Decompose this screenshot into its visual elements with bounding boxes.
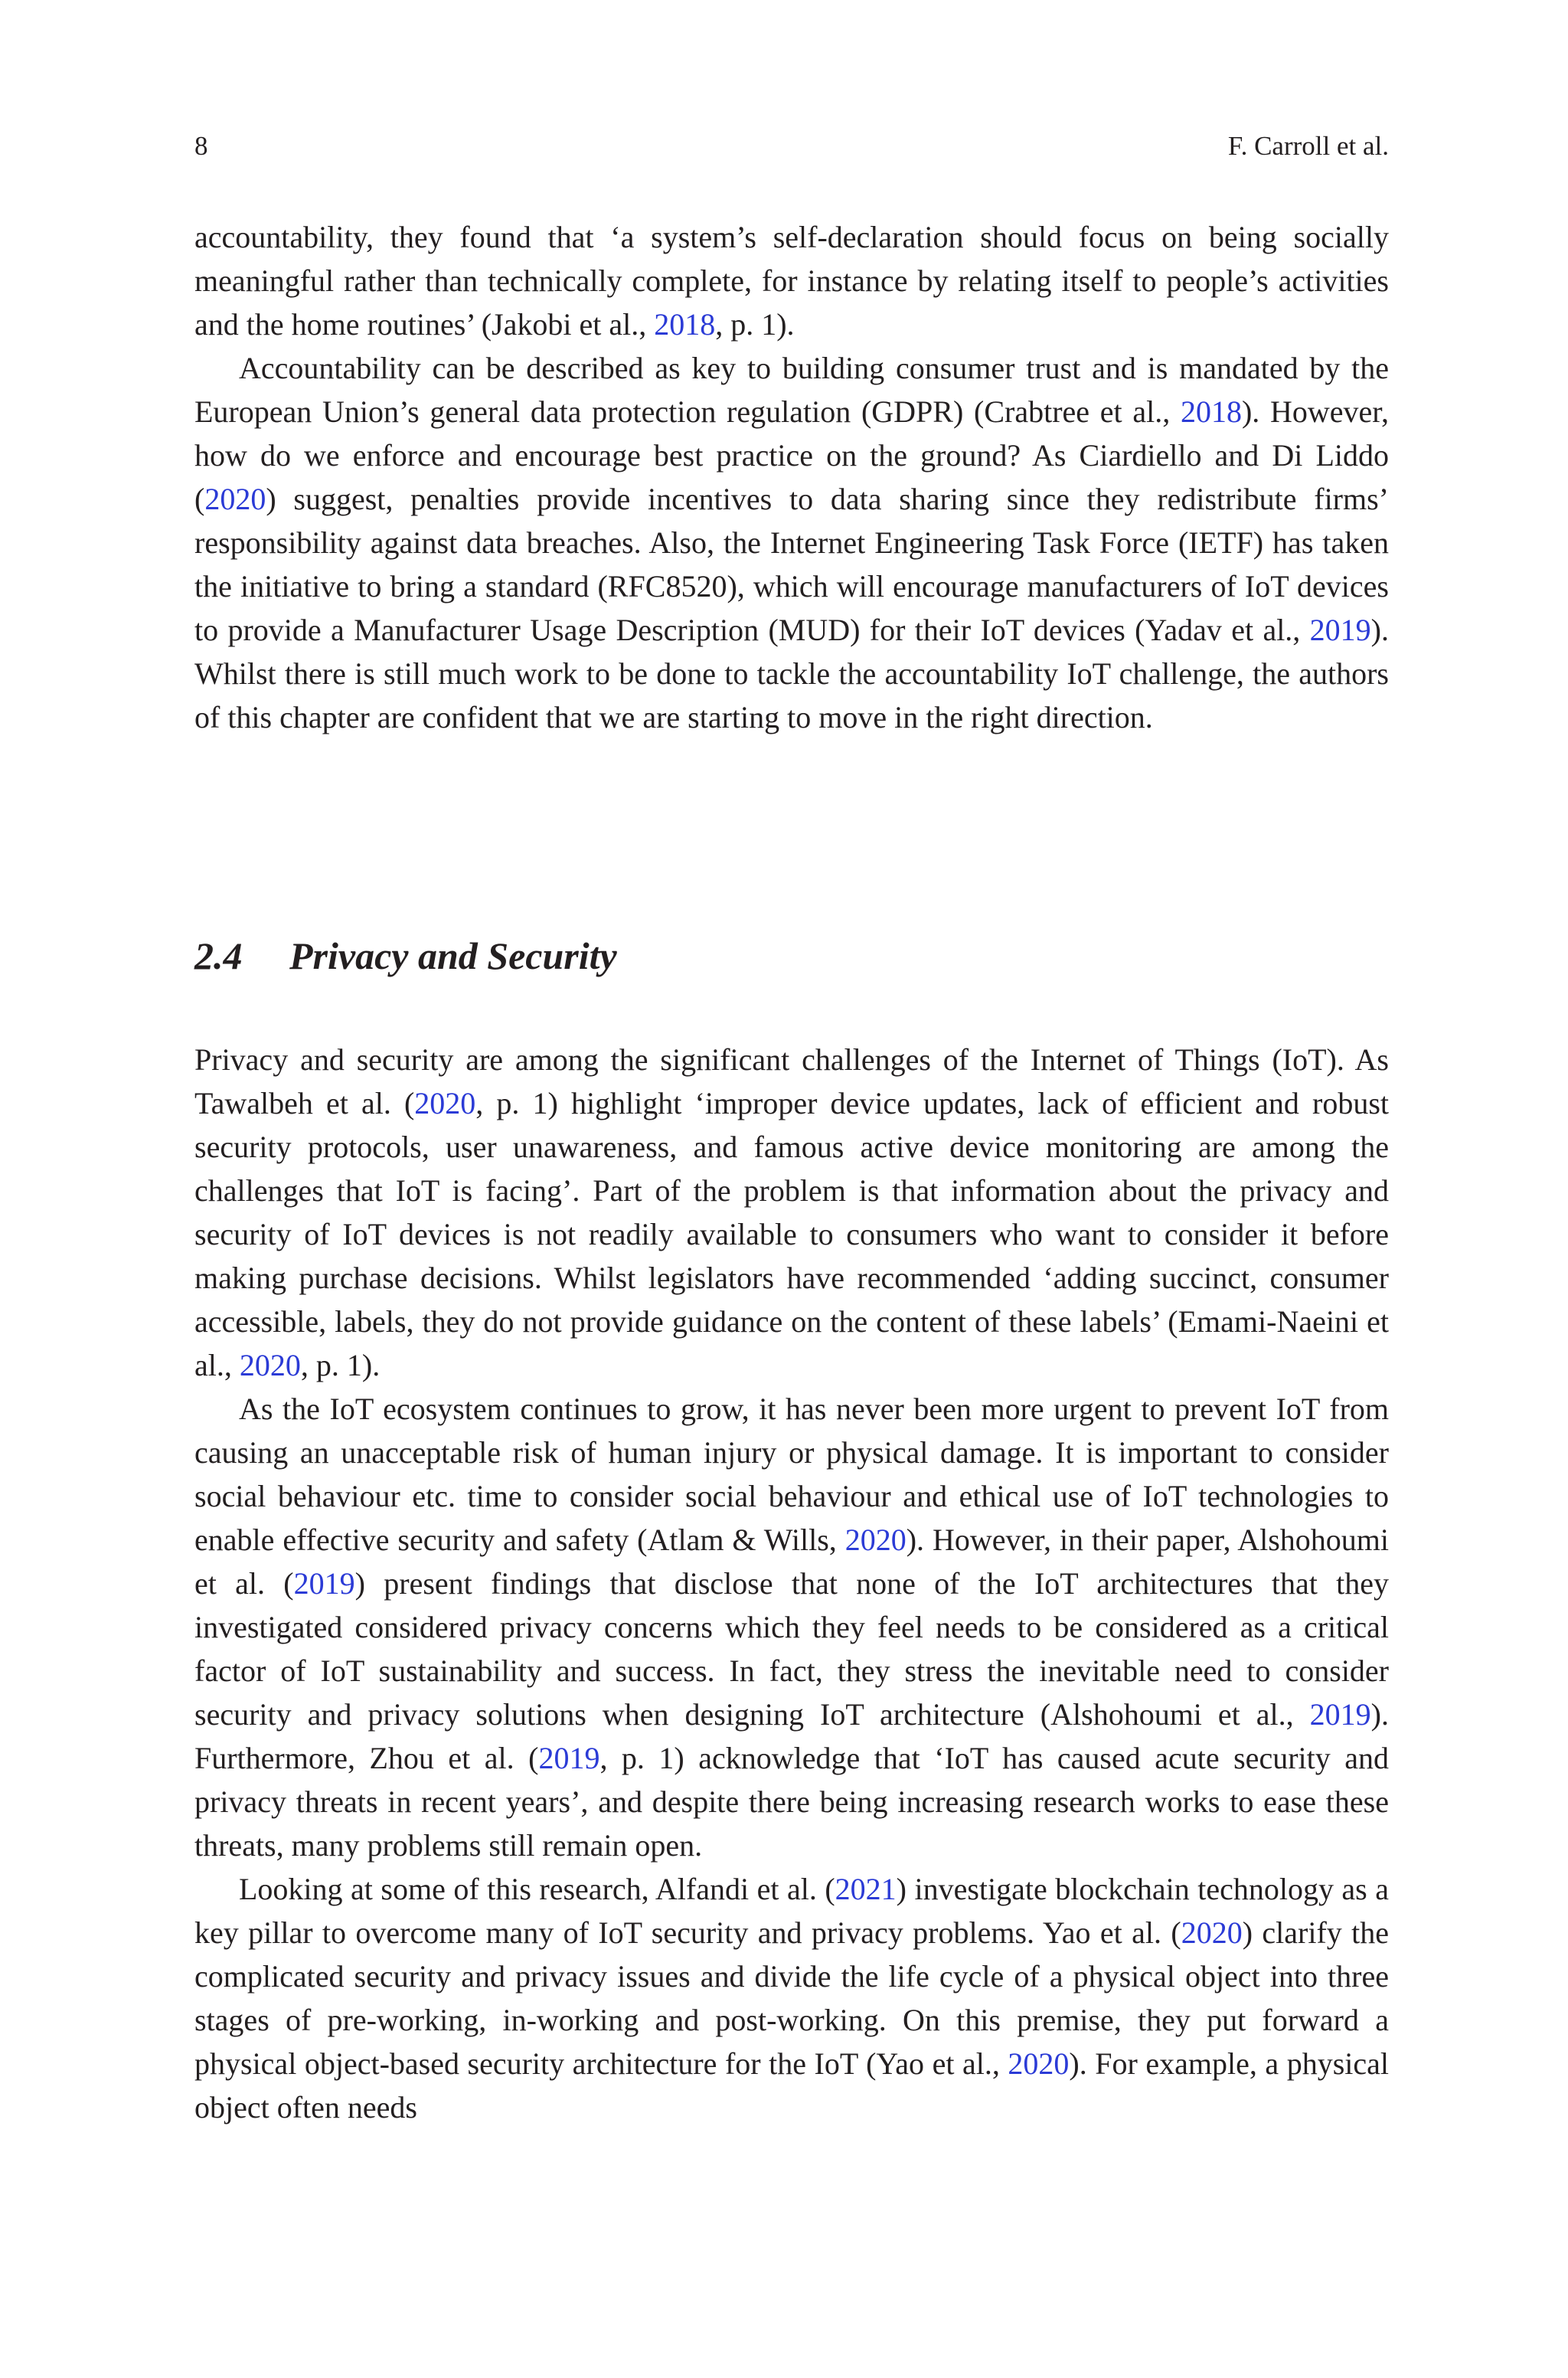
- paragraph-text: , p. 1).: [300, 1348, 381, 1382]
- paragraph-text: , p. 1) acknowledge that ‘IoT has caused acute security and privacy threats in recent years’, and despite there being increasing research works to ease these threats, many problems still remain open.: [194, 1741, 1389, 1863]
- paragraph: [194, 1387, 1389, 1867]
- citation-link[interactable]: 2021: [835, 1872, 897, 1906]
- paragraph-text: Accountability can be described as key to building consumer trust and is mandated by the European Union’s general data protection regulation (GDPR) (Crabtree et al.,: [194, 351, 1389, 429]
- paragraph-text: ) clarify the complicated security and privacy issues and divide the life cycle of a physical object into three stages of pre-working, in-working and post-working. On this premise, they put forward a physical object-based security architecture for the IoT (Yao et al.,: [194, 1915, 1389, 2081]
- intro-text: [194, 215, 1389, 739]
- paragraph-text: ). However, how do we enforce and encourage best practice on the ground? As Ciardiello and Di Liddo (: [194, 394, 1389, 516]
- paragraph-text: ). Furthermore, Zhou et al. (: [194, 1697, 1389, 1775]
- paragraph: [194, 1867, 1389, 2129]
- running-author: F. Carroll et al.: [1227, 131, 1389, 161]
- paragraph-text: ). Whilst there is still much work to be done to tackle the accountability IoT challenge, the authors of this chapter are confident that we are starting to move in the right direction.: [194, 613, 1389, 734]
- section-title: [194, 933, 1389, 979]
- paragraph-text: ). However, in their paper, Alshohoumi et al. (: [194, 1523, 1390, 1601]
- paragraph-text: , p. 1) highlight ‘improper device updates, lack of efficient and robust security protocols, user unawareness, and famous active device monitoring are among the challenges that IoT is facing’. Part of the problem is that information about the privacy and security of IoT devices is not readily available to consumers who want to consider it before making purchase decisions. Whilst legislators have recommended ‘adding succinct, consumer accessible, labels, they do not provide guidance on the content of these labels’ (Emami-Naeini et al.,: [194, 1086, 1389, 1382]
- paragraph-text: Looking at some of this research, Alfandi et al. (: [239, 1872, 835, 1906]
- paragraph-text: ) investigate blockchain technology as a key pillar to overcome many of IoT security and privacy problems. Yao et al. (: [194, 1872, 1389, 1950]
- section-number: 2.4: [194, 934, 243, 977]
- citation-link[interactable]: 2018: [1180, 394, 1242, 429]
- paragraph-text: accountability, they found that ‘a system’s self-declaration should focus on being socially meaningful rather than technically complete, for instance by relating itself to people’s activities and the home routines’ (Jakobi et al.,: [194, 220, 1389, 342]
- citation-link[interactable]: 2019: [1309, 1697, 1371, 1732]
- citation-link[interactable]: 2020: [1008, 2046, 1070, 2081]
- page-number: 8: [194, 131, 208, 161]
- paragraph-text: , p. 1).: [715, 307, 795, 342]
- citation-link[interactable]: 2018: [654, 307, 716, 342]
- section-title-text: Privacy and Security: [289, 934, 617, 977]
- paragraph: [194, 1038, 1389, 1387]
- citation-link[interactable]: 2020: [844, 1523, 906, 1557]
- citation-link[interactable]: 2019: [538, 1741, 600, 1775]
- citation-link[interactable]: 2019: [293, 1566, 355, 1601]
- paragraph-text: ). For example, a physical object often needs: [194, 2046, 1390, 2124]
- citation-link[interactable]: 2020: [1181, 1915, 1243, 1950]
- section-heading: [194, 933, 1389, 979]
- section-body: [194, 1038, 1389, 2129]
- citation-link[interactable]: 2020: [204, 482, 266, 516]
- paragraph-text: ) present findings that disclose that none of the IoT architectures that they investigated considered privacy concerns which they feel needs to be considered as a critical factor of IoT sustainability and success. In fact, they stress the inevitable need to consider security and privacy solutions when designing IoT architecture (Alshohoumi et al.,: [194, 1566, 1390, 1732]
- paragraph-text: Privacy and security are among the significant challenges of the Internet of Things (IoT). As Tawalbeh et al. (: [194, 1042, 1389, 1120]
- paragraph-text: As the IoT ecosystem continues to grow, it has never been more urgent to prevent IoT from causing an unacceptable risk of human injury or physical damage. It is important to consider social behaviour etc. time to consider social behaviour and ethical use of IoT technologies to enable effective security and safety (Atlam & Wills,: [194, 1392, 1389, 1557]
- citation-link[interactable]: 2019: [1309, 613, 1371, 647]
- running-head: [194, 127, 1389, 165]
- citation-link[interactable]: 2020: [239, 1348, 301, 1382]
- paragraph-text: ) suggest, penalties provide incentives to data sharing since they redistribute firms’ responsibility against data breaches. Also, the Internet Engineering Task Force (IETF) has taken the initiative to bring a standard (RFC8520), which will encourage manufacturers of IoT devices to provide a Manufacturer Usage Description (MUD) for their IoT devices (Yadav et al.,: [194, 482, 1389, 647]
- paragraph: [194, 215, 1389, 346]
- paragraph: [194, 346, 1389, 739]
- citation-link[interactable]: 2020: [414, 1086, 476, 1120]
